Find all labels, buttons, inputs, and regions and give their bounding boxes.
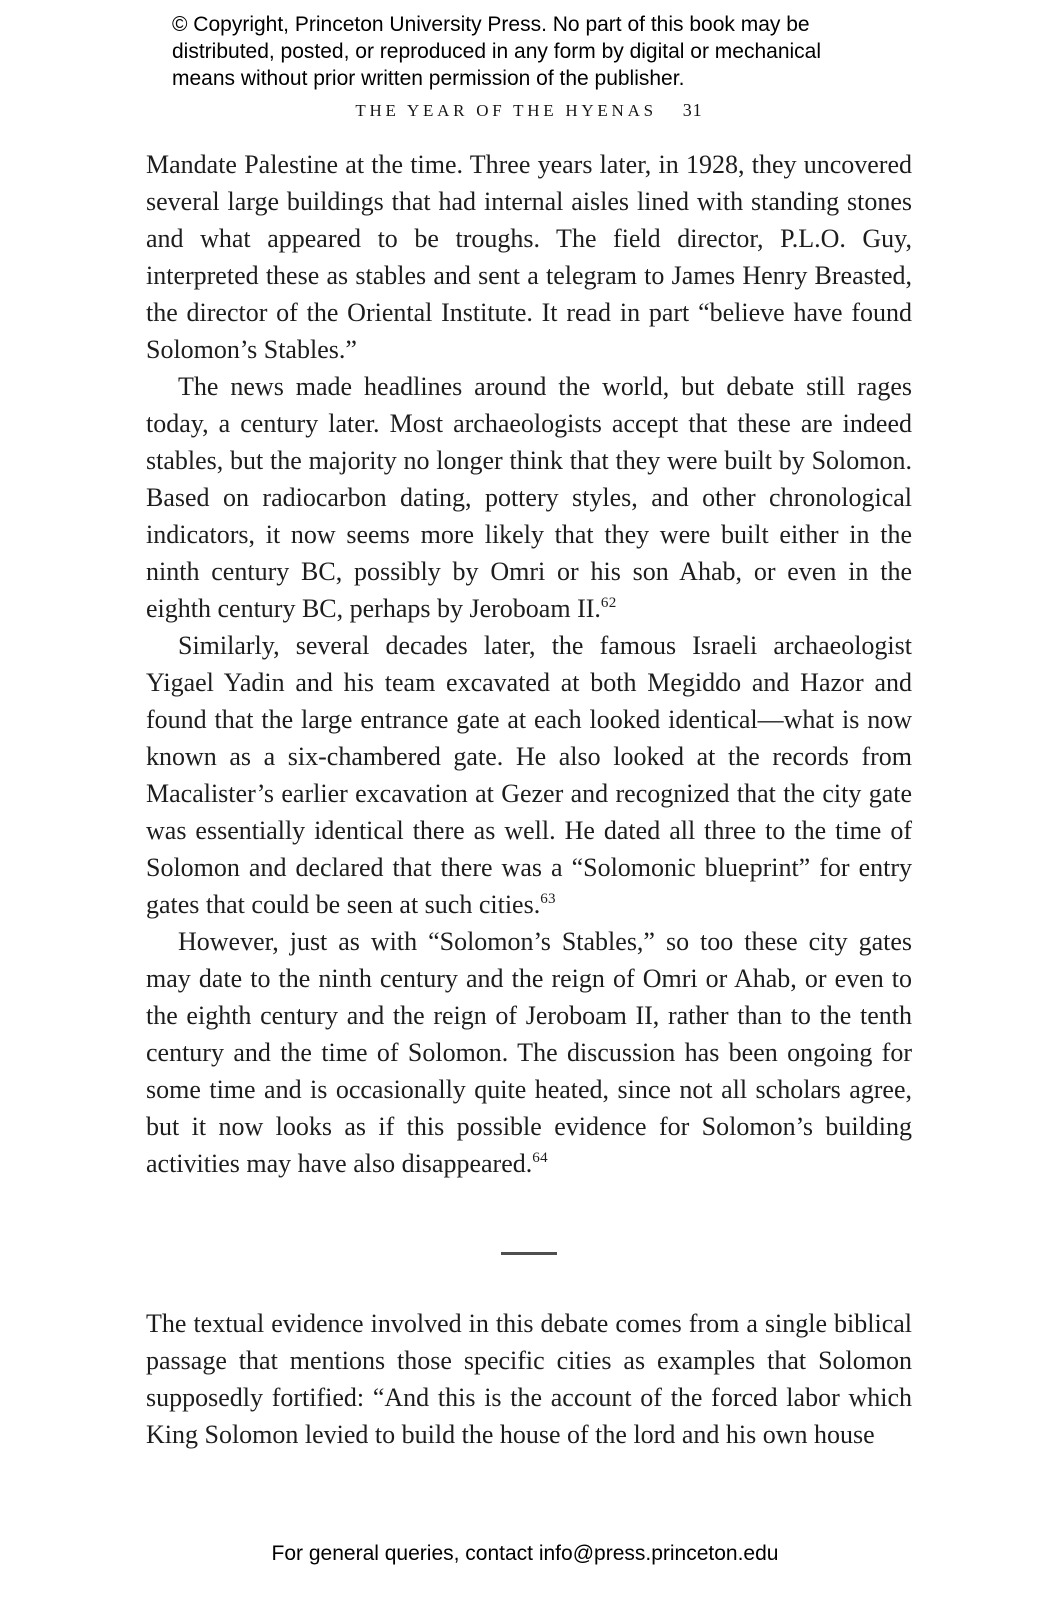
paragraph-text: Mandate Palestine at the time. Three years later, in 1928, they uncovered several large buildings that had internal aisles lined with standing stones and what appeared to be troughs. The field director, P.L.O. Guy, interpreted these as stables and sent a telegram to James Henry Breasted, the director of the Oriental Institute. It read in part “believe have found Solomon’s Stables.” <box>146 150 912 364</box>
copyright-line: © Copyright, Princeton University Press. No part of this book may be <box>172 13 810 36</box>
copyright-line: means without prior written permission of the publisher. <box>172 67 685 90</box>
paragraph <box>146 627 912 923</box>
body-section-1 <box>146 146 912 1182</box>
page-body <box>146 146 912 1453</box>
paragraph-text: The news made headlines around the world, but debate still rages today, a century later. Most archaeologists accept that these are indeed stables, but the majority no longer think that they were built by Solomon. Based on radiocarbon dating, pottery styles, and other chronological indicators, it now seems more likely that they were built either in the ninth century BC, possibly by Omri or his son Ahab, or even in the eighth century BC, perhaps by Jeroboam II. <box>146 372 912 623</box>
paragraph <box>146 1305 912 1453</box>
footer-queries <box>0 1542 1050 1566</box>
footnote-reference: 62 <box>600 594 617 611</box>
footer-text: For general queries, contact info@press.princeton.edu <box>271 1542 779 1565</box>
copyright-notice <box>172 11 872 92</box>
copyright-line: distributed, posted, or reproduced in any form by digital or mechanical <box>172 40 822 63</box>
body-section-2 <box>146 1305 912 1453</box>
paragraph-text: Similarly, several decades later, the famous Israeli archaeologist Yigael Yadin and his team excavated at both Megiddo and Hazor and found that the large entrance gate at each looked identical—what is now known as a six-chambered gate. He also looked at the records from Macalister’s earlier excavation at Gezer and recognized that the city gate was essentially identical there as well. He dated all three to the time of Solomon and declared that there was a “Solomonic blueprint” for entry gates that could be seen at such cities. <box>146 631 912 919</box>
paragraph <box>146 368 912 627</box>
footnote-reference: 64 <box>532 1149 548 1166</box>
paragraph-text: However, just as with “Solomon’s Stables,” so too these city gates may date to the ninth century and the reign of Omri or Ahab, or even to the eighth century and the reign of Jeroboam II, rather than to the tenth century and the time of Solomon. The discussion has been ongoing for some time and is occasionally quite heated, since not all scholars agree, but it now looks as if this possible evidence for Solomon’s building activities may have also disappeared. <box>146 927 912 1178</box>
page-number: 31 <box>682 100 703 120</box>
paragraph <box>146 923 912 1182</box>
running-head <box>146 100 912 121</box>
running-head-title: THE YEAR OF THE HYENAS <box>355 101 657 120</box>
paragraph-text: The textual evidence involved in this debate comes from a single biblical passage that mentions those specific cities as examples that Solomon supposedly fortified: “And this is the account of the forced labor which King Solomon levied to build the house of the lord and his own house <box>146 1309 912 1449</box>
footnote-reference: 63 <box>540 890 556 907</box>
section-divider-rule <box>501 1252 557 1255</box>
paragraph <box>146 146 912 368</box>
